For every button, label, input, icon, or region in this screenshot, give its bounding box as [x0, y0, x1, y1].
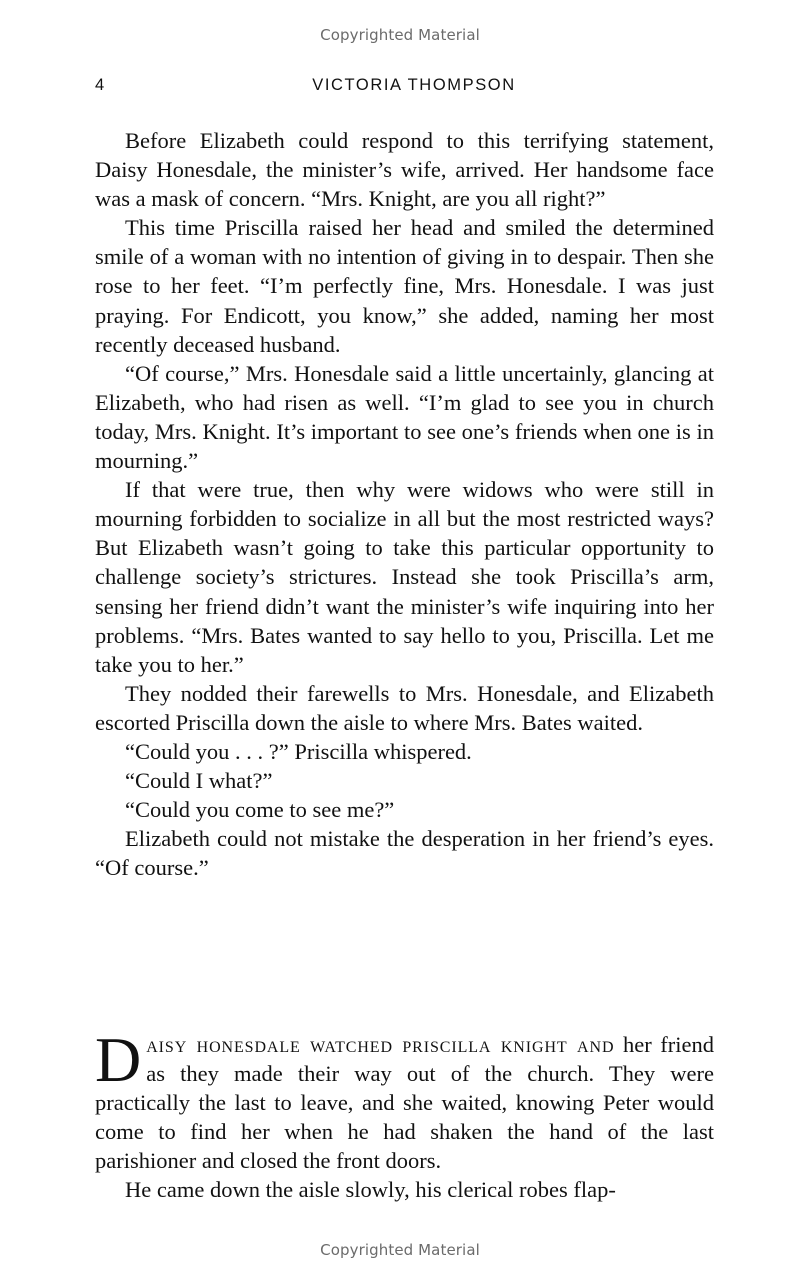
copyright-watermark-bottom: Copyrighted Material: [320, 1241, 480, 1259]
paragraph: “Of course,” Mrs. Honesdale said a little uncertainly, glancing at Elizabeth, who had risen as well. “I’m glad to see you in church today, Mrs. Knight. It’s important to see one’s friends when one is in mourning.”: [95, 360, 714, 474]
small-caps-lead-in: aisy honesdale watched priscilla knight and: [146, 1032, 615, 1057]
page-number: 4: [95, 76, 105, 94]
body-text: [95, 126, 714, 882]
copyright-watermark-top: Copyrighted Material: [320, 26, 480, 44]
section-opening-paragraph: [95, 1024, 715, 1175]
drop-cap: D: [95, 1024, 142, 1095]
paragraph: Before Elizabeth could respond to this terrifying statement, Daisy Honesdale, the minister’s wife, arrived. Her handsome face was a mask of concern. “Mrs. Knight, are you all right?”: [95, 128, 714, 212]
paragraph: “Could you come to see me?”: [125, 797, 395, 823]
author-name: VICTORIA THOMPSON: [312, 76, 516, 94]
paragraph: They nodded their farewells to Mrs. Honesdale, and Elizabeth escorted Priscilla down the aisle to where Mrs. Bates waited.: [95, 680, 714, 735]
paragraph: Elizabeth could not mistake the desperation in her friend’s eyes. “Of course.”: [95, 826, 714, 881]
paragraph: If that were true, then why were widows who were still in mourning forbidden to socialize in all but the most restricted ways? But Elizabeth wasn’t going to take this particular opportunity to challenge society’s strictures. Instead she took Priscilla’s arm, sensing her friend didn’t want the minister’s wife inquiring into her problems. “Mrs. Bates wanted to say hello to you, Priscilla. Let me take you to her.”: [95, 477, 714, 677]
paragraph: “Could you . . . ?” Priscilla whispered.: [125, 738, 472, 764]
paragraph: This time Priscilla raised her head and smiled the determined smile of a woman with no intention of giving in to despair. Then she rose to her feet. “I’m perfectly fine, Mrs. Honesdale. I was just praying. For Endicott, you know,” she added, naming her most recently deceased husband.: [95, 215, 714, 357]
paragraph-continuation: her friend as they made their way out of the church. They were practically the last to leave, and she waited, knowing Peter would come to find her when he had shaken the hand of the last parishioner and closed the front doors.: [95, 1032, 715, 1174]
section-two-text: [95, 1024, 715, 1205]
paragraph: He came down the aisle slowly, his clerical robes flap-: [125, 1177, 616, 1203]
running-head: [95, 76, 715, 100]
paragraph: “Could I what?”: [125, 768, 273, 794]
